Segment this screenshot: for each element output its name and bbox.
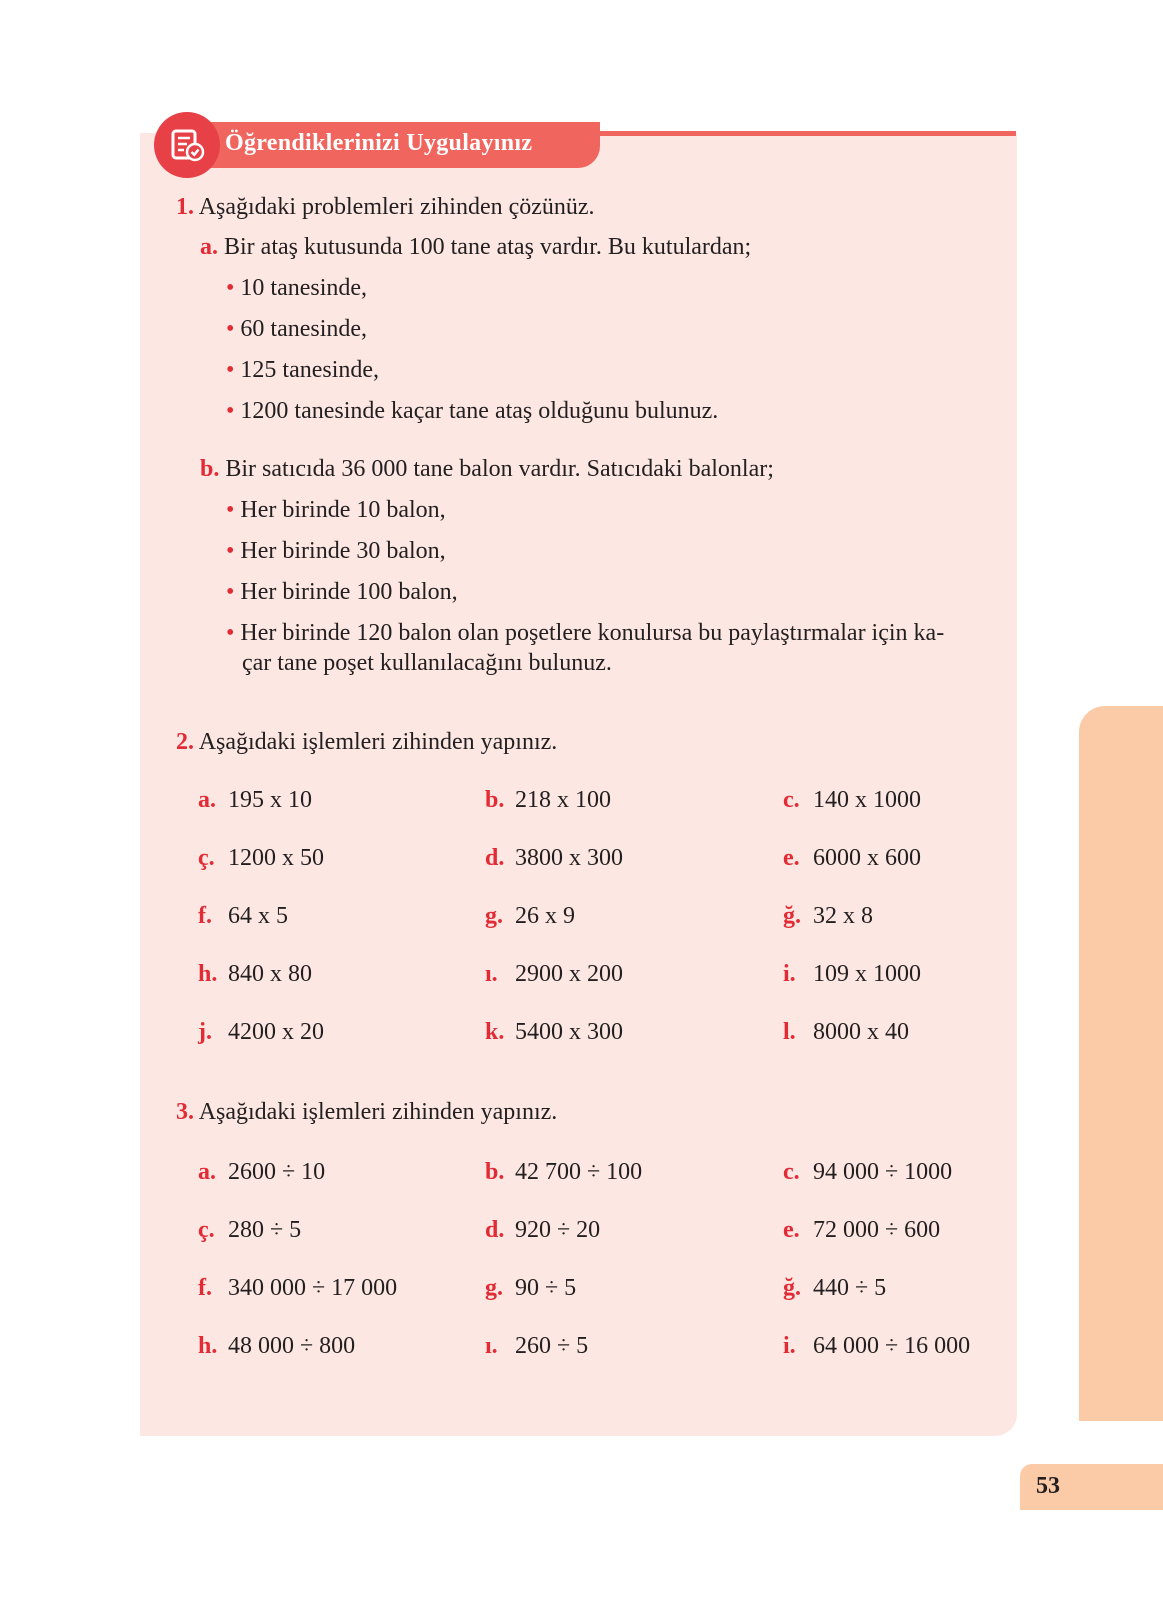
item-label: d.	[485, 1217, 505, 1243]
item-expression: 3800 x 300	[515, 845, 623, 871]
section-title: Öğrendiklerinizi Uygulayınız	[225, 130, 533, 156]
question-3	[176, 1097, 557, 1127]
item-expression: 195 x 10	[228, 787, 312, 813]
list-item: • Her birinde 30 balon,	[226, 538, 446, 564]
item-label: e.	[783, 845, 800, 871]
item-label: b.	[485, 787, 505, 813]
exercise-item	[783, 1157, 952, 1187]
item-expression: 218 x 100	[515, 787, 611, 813]
item-label: h.	[198, 1333, 218, 1359]
item-label: h.	[198, 961, 218, 987]
exercise-item	[485, 1273, 576, 1303]
item-expression: 109 x 1000	[813, 961, 921, 987]
list-item: • Her birinde 10 balon,	[226, 497, 446, 523]
item-label: c.	[783, 787, 800, 813]
item-label: g.	[485, 1275, 503, 1301]
item-expression: 5400 x 300	[515, 1019, 623, 1045]
exercise-item	[198, 959, 312, 989]
question-number: 2.	[176, 729, 194, 755]
item-label: j.	[198, 1019, 212, 1045]
item-expression: 64 x 5	[228, 903, 288, 929]
item-label: b.	[485, 1159, 505, 1185]
exercise-item	[783, 1273, 886, 1303]
item-label: k.	[485, 1019, 505, 1045]
exercise-item	[198, 1215, 301, 1245]
item-label: a.	[198, 787, 216, 813]
exercise-item	[485, 785, 611, 815]
item-label: e.	[783, 1217, 800, 1243]
item-label: l.	[783, 1019, 796, 1045]
item-expression: 280 ÷ 5	[228, 1217, 302, 1243]
exercise-item	[783, 959, 921, 989]
list-item: • Her birinde 120 balon olan poşetlere konulursa bu paylaştırmalar için ka-	[226, 620, 945, 646]
exercise-item	[198, 1331, 355, 1361]
exercise-item	[198, 843, 324, 873]
list-item: • 125 tanesinde,	[226, 357, 380, 383]
item-expression: 64 000 ÷ 16 000	[813, 1333, 971, 1359]
list-item: • 60 tanesinde,	[226, 316, 368, 342]
exercise-item	[783, 1215, 940, 1245]
exercise-item	[198, 1273, 397, 1303]
exercise-item	[485, 901, 575, 931]
item-expression: 32 x 8	[813, 903, 873, 929]
item-label: f.	[198, 903, 212, 929]
question-number: 3.	[176, 1099, 194, 1125]
bullet-text: Her birinde 10 balon,	[240, 497, 446, 523]
bullet-continuation: çar tane poşet kullanılacağını bulunuz.	[242, 650, 612, 676]
exercise-item	[485, 1157, 642, 1187]
exercise-item	[198, 901, 288, 931]
item-expression: 48 000 ÷ 800	[228, 1333, 356, 1359]
question-2	[176, 727, 557, 757]
item-expression: 440 ÷ 5	[813, 1275, 887, 1301]
item-label: ğ.	[783, 1275, 801, 1301]
question-text: Aşağıdaki işlemleri zihinden yapınız.	[198, 1099, 558, 1125]
list-item: • 1200 tanesinde kaçar tane ataş olduğunu bulunuz.	[226, 398, 719, 424]
item-label: ğ.	[783, 903, 801, 929]
question-1b	[200, 454, 774, 484]
exercise-item	[783, 901, 873, 931]
bullet-text: 60 tanesinde,	[240, 316, 368, 342]
item-expression: 840 x 80	[228, 961, 312, 987]
exercise-item	[198, 785, 312, 815]
exercise-item	[783, 1331, 970, 1361]
item-expression: 26 x 9	[515, 903, 575, 929]
exercise-item	[198, 1157, 325, 1187]
item-expression: 94 000 ÷ 1000	[813, 1159, 953, 1185]
exercise-item	[783, 1017, 909, 1047]
item-expression: 140 x 1000	[813, 787, 921, 813]
header-rule	[590, 131, 1016, 136]
item-expression: 72 000 ÷ 600	[813, 1217, 941, 1243]
item-expression: 6000 x 600	[813, 845, 921, 871]
bullet-text: Her birinde 100 balon,	[240, 579, 458, 605]
bullet-text: 1200 tanesinde kaçar tane ataş olduğunu bulunuz.	[240, 398, 719, 424]
exercise-item	[485, 843, 623, 873]
item-label: ı.	[485, 961, 498, 987]
item-label: g.	[485, 903, 503, 929]
exercise-item	[198, 1017, 324, 1047]
item-label: i.	[783, 961, 796, 987]
bullet-text: 10 tanesinde,	[240, 275, 368, 301]
bullet-text: Her birinde 120 balon olan poşetlere konulursa bu paylaştırmalar için ka-	[240, 620, 945, 646]
item-label: f.	[198, 1275, 212, 1301]
side-tab	[1079, 706, 1163, 1421]
question-number: 1.	[176, 194, 194, 220]
item-expression: 2900 x 200	[515, 961, 623, 987]
item-label: i.	[783, 1333, 796, 1359]
question-text: Aşağıdaki işlemleri zihinden yapınız.	[198, 729, 558, 755]
exercise-item	[783, 785, 921, 815]
item-expression: 1200 x 50	[228, 845, 324, 871]
item-label: d.	[485, 845, 505, 871]
item-expression: 260 ÷ 5	[515, 1333, 589, 1359]
list-item: • 10 tanesinde,	[226, 275, 368, 301]
item-label: c.	[783, 1159, 800, 1185]
checklist-icon	[154, 112, 220, 178]
item-label: ı.	[485, 1333, 498, 1359]
item-label: ç.	[198, 845, 215, 871]
exercise-item	[485, 1017, 623, 1047]
item-expression: 920 ÷ 20	[515, 1217, 601, 1243]
item-text: Bir satıcıda 36 000 tane balon vardır. Satıcıdaki balonlar;	[225, 456, 774, 482]
exercise-item	[485, 1331, 588, 1361]
question-1a	[200, 232, 751, 262]
item-expression: 42 700 ÷ 100	[515, 1159, 643, 1185]
bullet-text: 125 tanesinde,	[240, 357, 380, 383]
exercise-item	[485, 959, 623, 989]
item-expression: 4200 x 20	[228, 1019, 324, 1045]
item-label: ç.	[198, 1217, 215, 1243]
item-expression: 90 ÷ 5	[515, 1275, 577, 1301]
exercise-item	[783, 843, 921, 873]
item-expression: 8000 x 40	[813, 1019, 909, 1045]
question-text: Aşağıdaki problemleri zihinden çözünüz.	[198, 194, 595, 220]
page-number: 53	[1036, 1473, 1060, 1499]
bullet-text: Her birinde 30 balon,	[240, 538, 446, 564]
exercise-item	[485, 1215, 600, 1245]
item-label: b.	[200, 456, 220, 482]
item-text: Bir ataş kutusunda 100 tane ataş vardır. Bu kutulardan;	[224, 234, 752, 260]
list-item: • Her birinde 100 balon,	[226, 579, 458, 605]
item-label: a.	[200, 234, 218, 260]
item-expression: 340 000 ÷ 17 000	[228, 1275, 398, 1301]
item-expression: 2600 ÷ 10	[228, 1159, 326, 1185]
question-1	[176, 192, 595, 222]
item-label: a.	[198, 1159, 216, 1185]
